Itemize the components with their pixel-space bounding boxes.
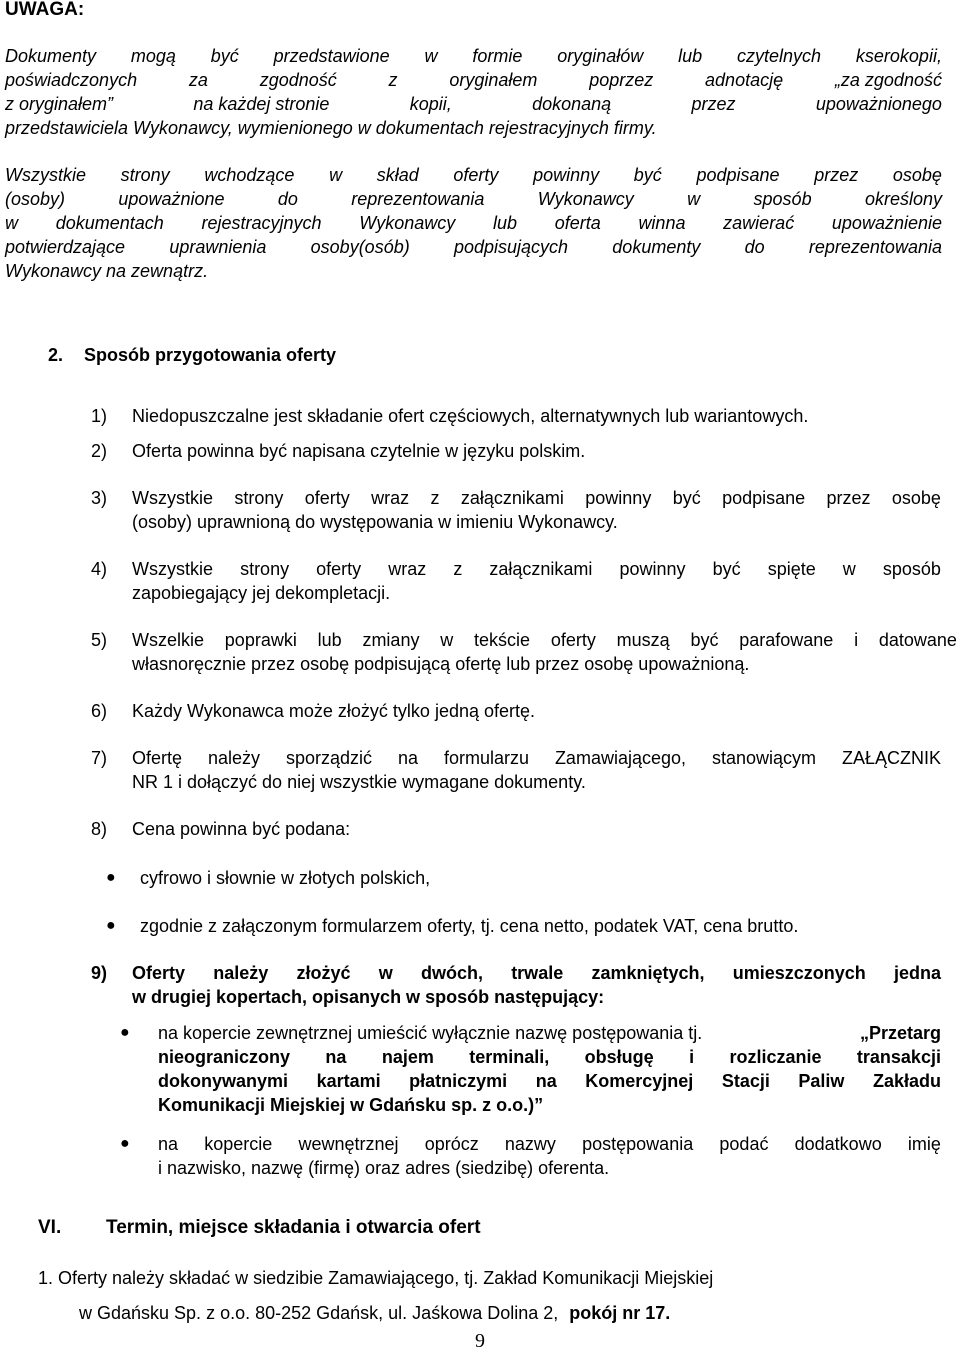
item-text: (osoby) uprawnioną do występowania w imieniu Wykonawcy. [132,512,618,532]
notice-header: UWAGA: [5,0,85,20]
bullet-icon: ● [106,869,116,886]
signing-line: Wszystkie strony wchodzące w skład oferty powinny być podpisane przez osobę [5,165,942,185]
section-number: 2. [48,345,64,365]
page-number: 9 [475,1330,485,1352]
item-number: 1) [91,406,108,426]
bullet-icon: ● [120,1024,130,1041]
item-text: Oferty należy złożyć w dwóch, trwale zamkniętych, umieszczonych jedna [132,963,941,983]
bullet-icon: ● [106,917,116,934]
item-number: 4) [91,559,108,579]
section-title: Termin, miejsce składania i otwarcia ofert [106,1217,481,1238]
envelope-outer-title-start: „Przetarg [859,1023,941,1043]
bullet-text: zgodnie z załączonym formularzem oferty, tj. cena netto, podatek VAT, cena brutto. [140,916,799,936]
signing-line: potwierdzające uprawnienia osoby(osób) podpisujących dokumenty do reprezentowania [5,237,942,257]
item-number: 7) [91,748,108,768]
item-text: Niedopuszczalne jest składanie ofert częściowych, alternatywnych lub wariantowych. [132,406,809,426]
envelope-outer-prefix: na kopercie zewnętrznej umieścić wyłącznie nazwę postępowania tj. [158,1023,703,1043]
item-text: Cena powinna być podana: [132,819,351,839]
item-text: własnoręcznie przez osobę podpisującą ofertę lub przez osobę upoważnioną. [132,654,750,674]
item-text: Każdy Wykonawca może złożyć tylko jedną ofertę. [132,701,536,721]
vi-address: w Gdańsku Sp. z o.o. 80-252 Gdańsk, ul. Jaśkowa Dolina 2, [79,1303,559,1323]
item-text: Oferta powinna być napisana czytelnie w języku polskim. [132,441,586,461]
item-number: 2) [91,441,108,461]
item-text: NR 1 i dołączyć do niej wszystkie wymagane dokumenty. [132,772,586,792]
bullet-icon: ● [120,1135,130,1152]
bullet-text: Komunikacji Miejskiej w Gdańsku sp. z o.o.)” [158,1095,544,1115]
item-text: Wszelkie poprawki lub zmiany w tekście oferty muszą być parafowane i datowane [132,630,957,650]
notice-line: Dokumenty mogą być przedstawione w formie oryginałów lub czytelnych kserokopii, [5,46,942,66]
item-number: 6) [91,701,108,721]
item-text: Wszystkie strony oferty wraz z załącznikami powinny być spięte w sposób [132,559,941,579]
bullet-text: na kopercie wewnętrznej oprócz nazwy postępowania podać dodatkowo imię [158,1134,941,1154]
vi-item-text [79,1301,670,1325]
notice-line: poświadczonych za zgodność z oryginałem poprzez adnotację „za zgodność [5,70,942,90]
vi-room: pokój nr 17. [569,1303,671,1323]
bullet-text [158,1021,941,1045]
notice-line: z oryginałem” na każdej stronie kopii, dokonaną przez upoważnionego [5,94,942,114]
bullet-text: dokonywanymi kartami płatniczymi na Komercyjnej Stacji Paliw Zakładu [158,1071,941,1091]
item-number: 8) [91,819,108,839]
section-title: Sposób przygotowania oferty [84,345,337,365]
item-text: zapobiegający jej dekompletacji. [132,583,391,603]
item-text: Ofertę należy sporządzić na formularzu Zamawiającego, stanowiącym ZAŁĄCZNIK [132,748,941,768]
signing-line: w dokumentach rejestracyjnych Wykonawcy lub oferta winna zawierać upoważnienie [5,213,942,233]
item-number: 9) [91,963,108,983]
signing-line: (osoby) upoważnione do reprezentowania Wykonawcy w sposób określony [5,189,942,209]
item-number: 3) [91,488,108,508]
item-number: 5) [91,630,108,650]
bullet-text: i nazwisko, nazwę (firmę) oraz adres (siedzibę) oferenta. [158,1158,610,1178]
signing-line: Wykonawcy na zewnątrz. [5,261,209,281]
bullet-text: nieograniczony na najem terminali, obsługę i rozliczanie transakcji [158,1047,941,1067]
item-text: Wszystkie strony oferty wraz z załącznikami powinny być podpisane przez osobę [132,488,941,508]
bullet-text: cyfrowo i słownie w złotych polskich, [140,868,431,888]
section-number: VI. [38,1217,62,1238]
item-text: w drugiej kopertach, opisanych w sposób następujący: [132,987,605,1007]
vi-item-text: 1. Oferty należy składać w siedzibie Zamawiającego, tj. Zakład Komunikacji Miejskiej [38,1268,714,1288]
notice-line: przedstawiciela Wykonawcy, wymienionego w dokumentach rejestracyjnych firmy. [5,118,657,138]
